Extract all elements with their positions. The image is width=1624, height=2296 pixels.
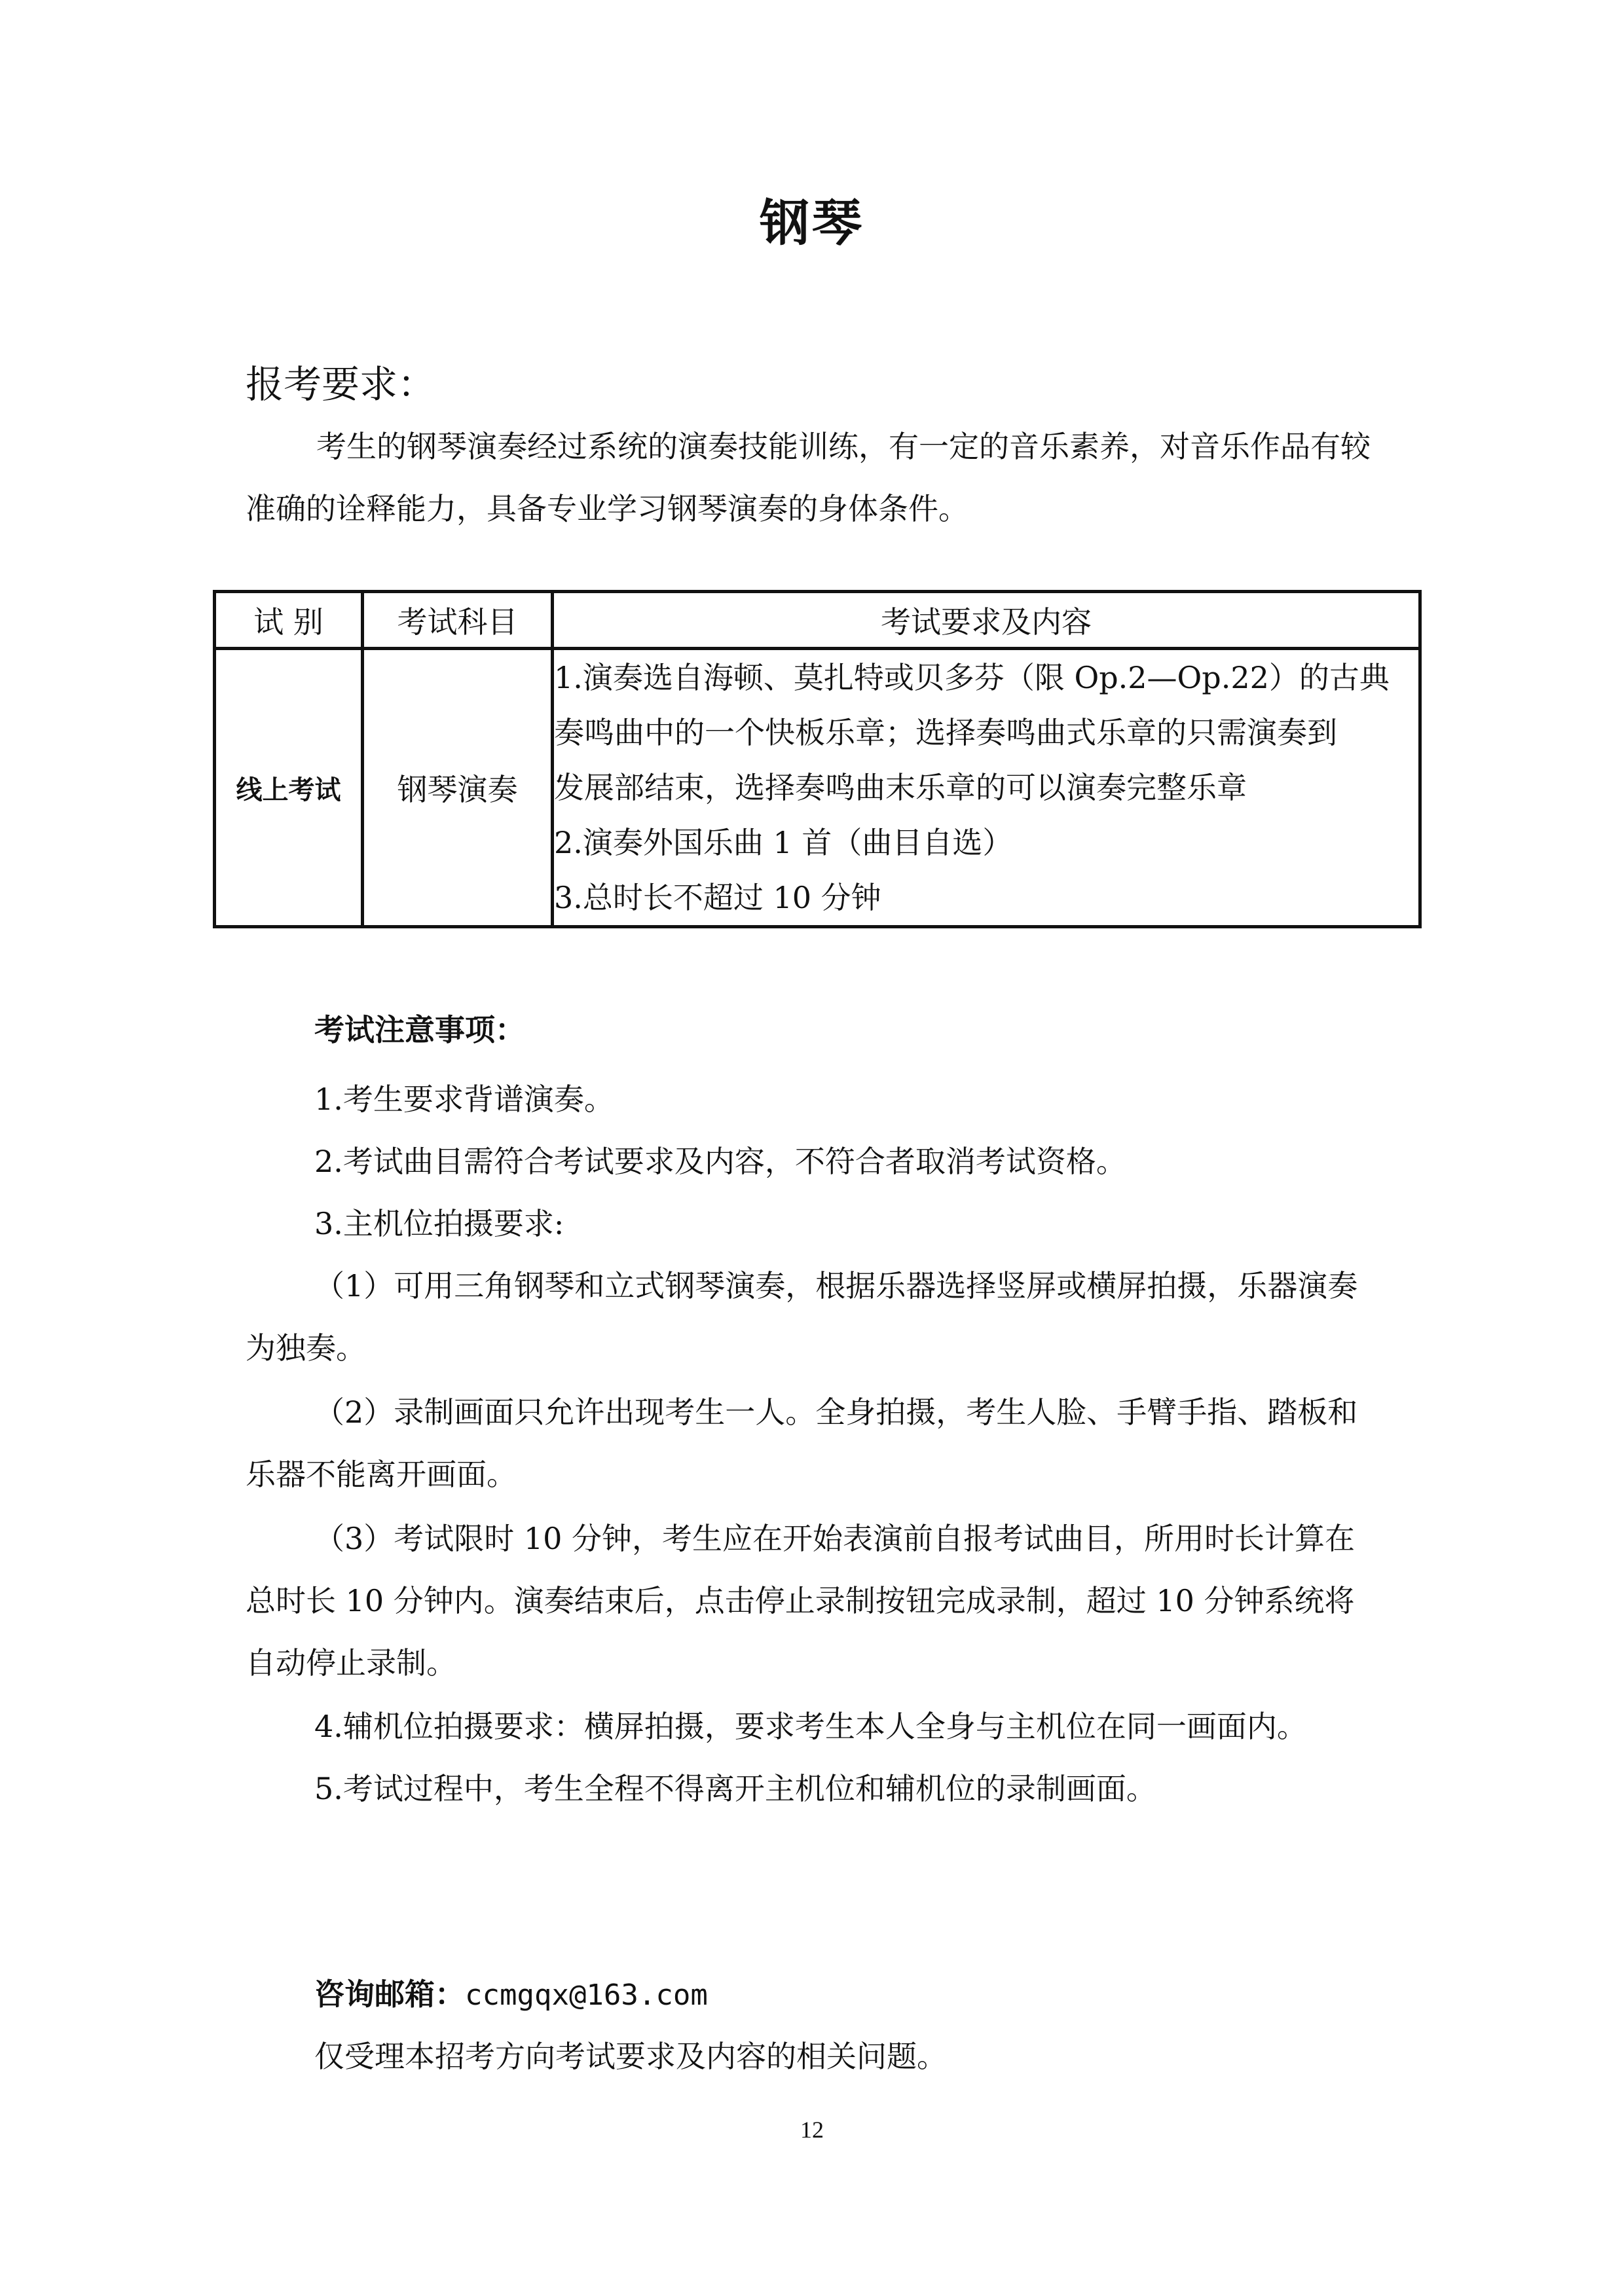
section-heading: 报考要求： xyxy=(246,362,436,407)
intro-paragraph: 考生的钢琴演奏经过系统的演奏技能训练，有一定的音乐素养，对音乐作品有较准确的诠释能力，具备专业学习钢琴演奏的身体条件。 xyxy=(246,429,1371,526)
note-item: 4.辅机位拍摄要求：横屏拍摄，要求考生本人全身与主机位在同一画面内。 xyxy=(314,1709,1307,1744)
requirement-line: 2.演奏外国乐曲 1 首（曲目自选） xyxy=(554,825,1013,860)
notes-heading: 考试注意事项： xyxy=(314,1012,525,1048)
exam-table xyxy=(213,590,1422,928)
requirement-line: 奏鸣曲中的一个快板乐章；选择奏鸣曲式乐章的只需演奏到 xyxy=(554,715,1337,750)
header-exam-subject: 考试科目 xyxy=(363,592,553,649)
contact-scope-note: 仅受理本招考方向考试要求及内容的相关问题。 xyxy=(314,2039,947,2074)
email-label: 咨询邮箱： xyxy=(314,1977,465,2012)
email-address[interactable]: ccmgqx@163.com xyxy=(465,1978,708,2012)
table-row xyxy=(215,649,1420,927)
requirement-line: 3.总时长不超过 10 分钟 xyxy=(554,880,881,915)
contact-email-line xyxy=(314,1971,708,2014)
note-item: 3.主机位拍摄要求: xyxy=(314,1206,564,1241)
cell-exam-requirements xyxy=(553,649,1420,927)
note-item: 1.考生要求背谱演奏。 xyxy=(314,1082,614,1117)
header-exam-type: 试 别 xyxy=(215,592,363,649)
cell-exam-type: 线上考试 xyxy=(215,649,363,927)
note-item: 2.考试曲目需符合考试要求及内容，不符合者取消考试资格。 xyxy=(314,1144,1126,1179)
page-number: 12 xyxy=(800,2117,824,2143)
table-header-row xyxy=(215,592,1420,649)
header-exam-requirements: 考试要求及内容 xyxy=(553,592,1420,649)
page-title: 钢琴 xyxy=(760,194,864,252)
requirement-line: 1.演奏选自海顿、莫扎特或贝多芬（限 Op.2—Op.22）的古典 xyxy=(554,660,1390,695)
note-item: （2）录制画面只允许出现考生一人。全身拍摄，考生人脸、手臂手指、踏板和乐器不能离开画面。 xyxy=(246,1394,1358,1492)
note-item: （3）考试限时 10 分钟，考生应在开始表演前自报考试曲目，所用时长计算在总时长 10 分钟内。演奏结束后，点击停止录制按钮完成录制，超过 10 分钟系统将自动停止录制。 xyxy=(246,1521,1356,1681)
note-item: 5.考试过程中，考生全程不得离开主机位和辅机位的录制画面。 xyxy=(314,1771,1156,1806)
note-item: （1）可用三角钢琴和立式钢琴演奏，根据乐器选择竖屏或横屏拍摄，乐器演奏为独奏。 xyxy=(246,1268,1358,1366)
cell-exam-subject: 钢琴演奏 xyxy=(363,649,553,927)
requirement-line: 发展部结束，选择奏鸣曲末乐章的可以演奏完整乐章 xyxy=(554,770,1247,805)
